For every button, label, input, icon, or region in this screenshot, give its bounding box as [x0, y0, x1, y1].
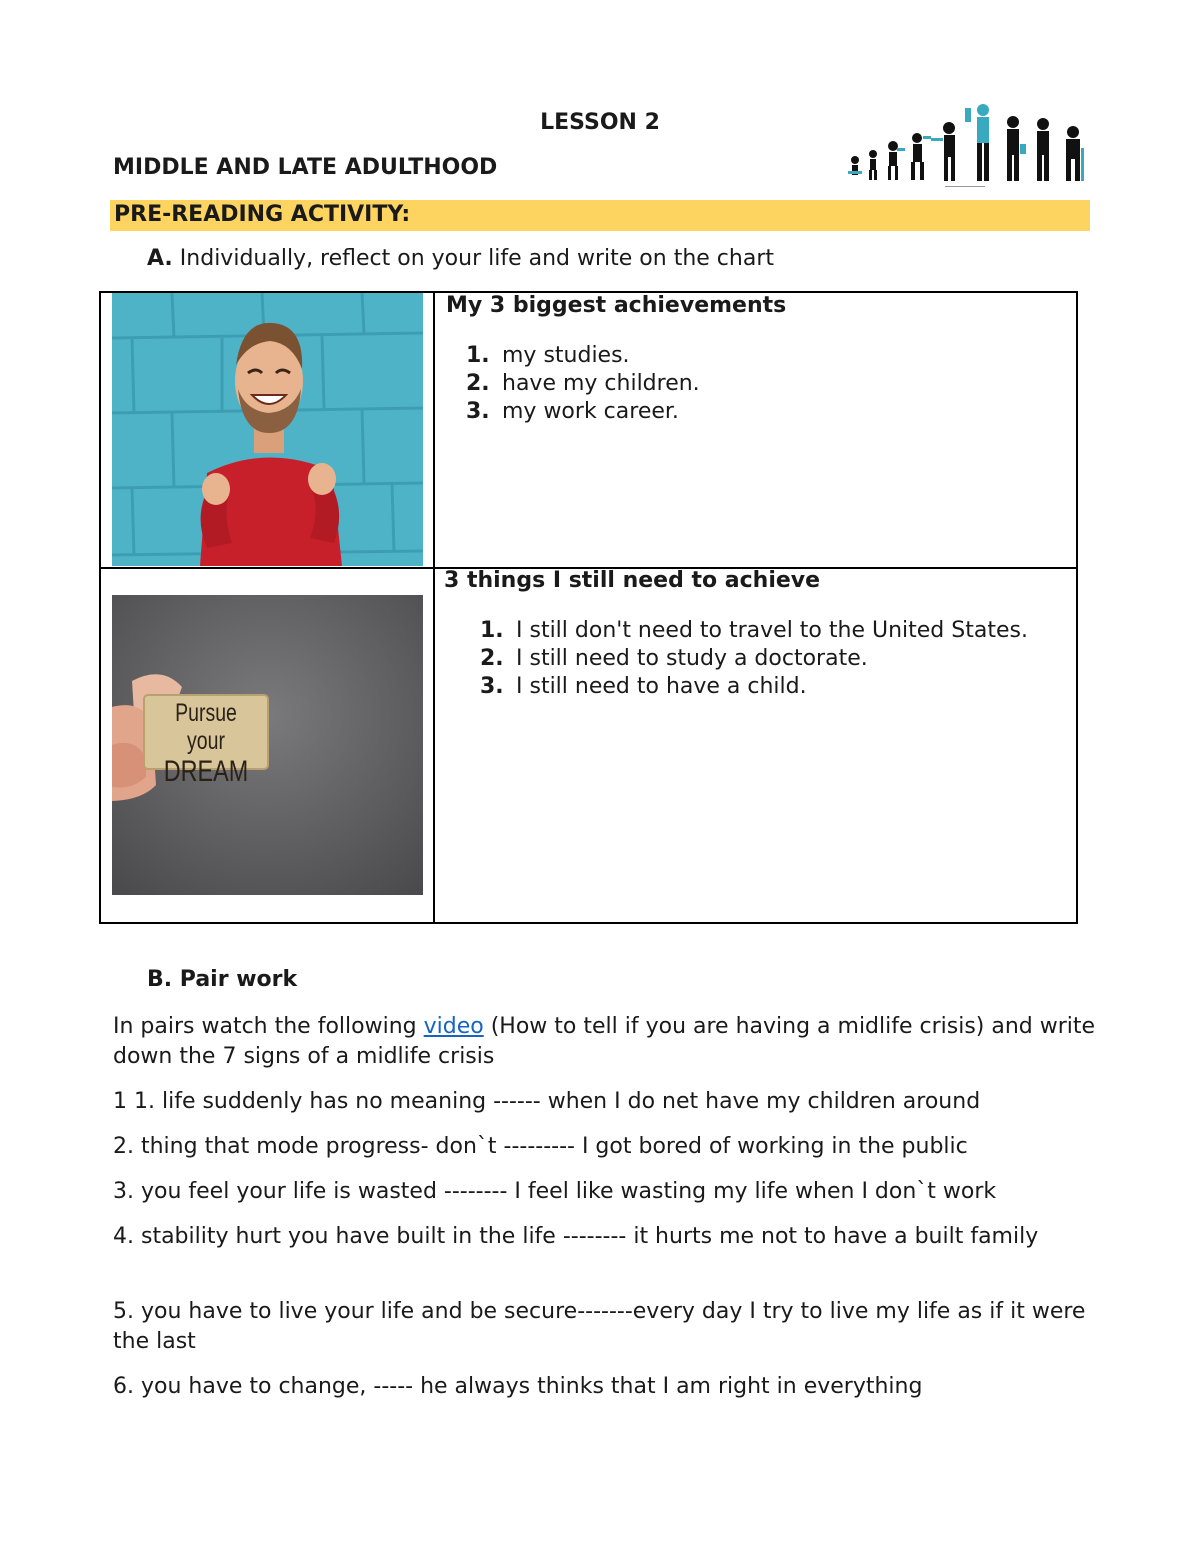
life-stages-logo [845, 98, 1090, 196]
achievements-list [446, 342, 1066, 426]
list-item [466, 370, 1066, 398]
answer-6: 6. you have to change, ----- he always thinks that I am right in everything [113, 1374, 923, 1399]
laughing-man-photo [112, 293, 423, 566]
to-achieve-cell [444, 568, 1074, 701]
answer-1: 1 1. life suddenly has no meaning ------ when I do net have my children around [113, 1089, 981, 1114]
item-number: 1. [466, 343, 490, 368]
answer-2: 2. thing that mode progress- don`t --------- I got bored of working in the public [113, 1134, 968, 1159]
item-text: I still need to have a child. [516, 674, 807, 699]
banner-label: PRE-READING ACTIVITY: [114, 202, 411, 227]
item-text: I still need to study a doctorate. [516, 646, 868, 671]
list-item [466, 342, 1066, 370]
intro-text-after: (How to tell if you are having a midlife crisis) and write down the 7 signs of a midlife crisis [113, 1014, 1096, 1069]
answer-3: 3. you feel your life is wasted -------- I feel like wasting my life when I don`t work [113, 1179, 997, 1204]
item-number: 2. [466, 371, 490, 396]
intro-text-before: In pairs watch the following [113, 1014, 424, 1039]
item-number: 1. [480, 618, 504, 643]
sign-line-1: Pursue your [175, 699, 237, 755]
achievements-cell [446, 293, 1066, 426]
section-a-instruction [147, 246, 774, 271]
to-achieve-list [444, 617, 1074, 701]
list-item [480, 617, 1074, 645]
pre-reading-banner [110, 200, 1090, 231]
to-achieve-heading: 3 things I still need to achieve [444, 568, 821, 593]
list-item [480, 673, 1074, 701]
section-a-letter: A. [147, 246, 173, 271]
pursue-dream-photo [112, 595, 423, 895]
answer-5: 5. you have to live your life and be secure-------every day I try to live my life as if it were the last [113, 1299, 1086, 1354]
lesson-number: LESSON 2 [540, 110, 660, 135]
list-item [480, 645, 1074, 673]
item-number: 2. [480, 646, 504, 671]
section-b-title: B. Pair work [147, 967, 298, 992]
video-link[interactable]: video [423, 1014, 484, 1039]
sign-line-2: DREAM [163, 755, 249, 788]
list-item [466, 398, 1066, 426]
item-text: my studies. [502, 343, 630, 368]
item-text: I still don't need to travel to the United States. [516, 618, 1028, 643]
section-b-intro [113, 1012, 1103, 1072]
item-number: 3. [480, 674, 504, 699]
answer-4: 4. stability hurt you have built in the life -------- it hurts me not to have a built family [113, 1224, 1039, 1249]
lesson-title: MIDDLE AND LATE ADULTHOOD [113, 155, 498, 180]
item-text: have my children. [502, 371, 700, 396]
chart-column-divider [433, 293, 435, 922]
item-text: my work career. [502, 399, 679, 424]
achievements-heading: My 3 biggest achievements [446, 293, 787, 318]
section-a-text: Individually, reflect on your life and write on the chart [179, 246, 774, 271]
item-number: 3. [466, 399, 490, 424]
